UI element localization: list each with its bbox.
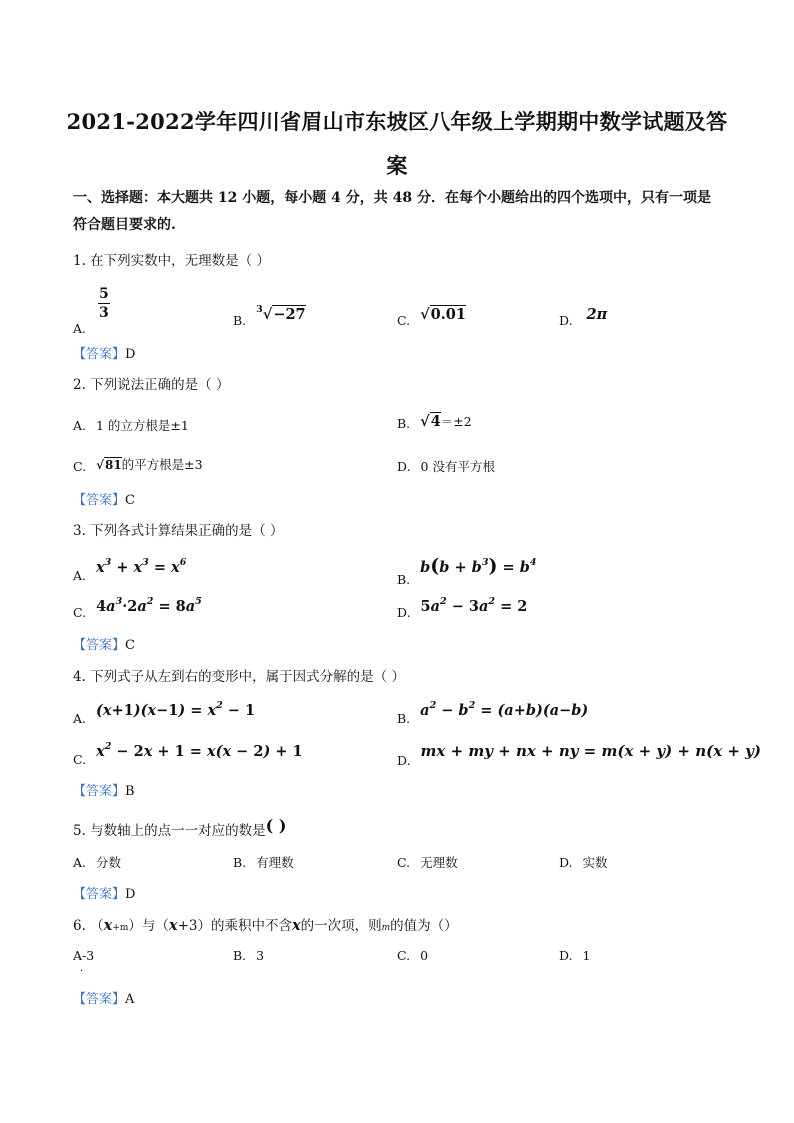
question-3-option-c: C. $4a^3\cdot 2a^2 = 8a^5$ xyxy=(73,596,202,620)
question-5-option-b: B. 有理数 xyxy=(233,855,294,870)
question-4-option-d: D. mx + my + nx + ny = m(x + y) + n(x + y) xyxy=(397,742,761,768)
question-1-option-c: C. √0.01 xyxy=(397,306,466,328)
question-5-option-a: A. 分数 xyxy=(73,855,122,870)
question-3-option-d: D. $5a^2 - 3a^2 = 2$ xyxy=(397,596,528,620)
question-6-option-c: C. 0 xyxy=(397,948,429,963)
fraction: $\frac{5}{3}$ xyxy=(99,286,109,321)
question-4-answer: 【答案】B xyxy=(73,784,135,799)
question-5-option-d: D. 实数 xyxy=(559,855,608,870)
question-1-option-d: D. 2π xyxy=(559,306,608,328)
question-6-option-a: A-3 xyxy=(73,948,95,963)
question-3-option-b: B. $b(b + b^3) = b^4$ xyxy=(397,555,537,587)
question-2-stem: 2. 下列说法正确的是（ ） xyxy=(73,377,230,393)
question-2-answer: 【答案】C xyxy=(73,493,135,508)
question-2-option-a: A. 1 的立方根是±1 xyxy=(73,418,189,433)
question-2-option-d: D. 0 没有平方根 xyxy=(397,459,495,474)
question-3-answer: 【答案】C xyxy=(73,638,135,653)
question-5-option-c: C. 无理数 xyxy=(397,855,458,870)
question-4-option-b: B. $a^2 - b^2 = (a+b)(a-b)$ xyxy=(397,700,589,726)
question-6-stem: 6. （x+m）与（x+3）的乘积中不含x的一次项，则m的值为（） xyxy=(73,917,458,934)
question-2-option-b: B. √4＝±2 xyxy=(397,413,472,431)
question-5-stem: 5. 与数轴上的点一一对应的数是( ) xyxy=(73,816,287,839)
question-4-option-a: A. $(x+1)(x-1) = x^2 - 1$ xyxy=(73,700,256,726)
question-1-option-a: A. $\frac{5}{3}$ xyxy=(73,286,109,336)
question-1-stem: 1. 在下列实数中，无理数是（ ） xyxy=(73,253,270,269)
question-1-answer: 【答案】D xyxy=(73,347,136,362)
question-3-stem: 3. 下列各式计算结果正确的是（ ） xyxy=(73,523,284,539)
question-6-option-d: D. 1 xyxy=(559,948,591,963)
question-5-answer: 【答案】D xyxy=(73,887,136,902)
title-line-1: 2021-2022学年四川省眉山市东坡区八年级上学期期中数学试题及答 xyxy=(66,109,728,134)
question-4-option-c: C. $x^2 - 2x + 1 = x(x - 2) + 1$ xyxy=(73,741,303,767)
title-line-2: 案 xyxy=(386,153,408,178)
question-1-option-b: B. $^3$√−27 xyxy=(233,304,306,328)
dot-mark: · xyxy=(80,966,84,977)
document-title xyxy=(60,100,734,188)
question-4-stem: 4. 下列式子从左到右的变形中，属于因式分解的是（ ） xyxy=(73,669,405,685)
question-3-option-a: A. $x^3 + x^3 = x^6$ xyxy=(73,557,187,583)
question-6-answer: 【答案】A xyxy=(73,992,135,1007)
section-heading: 一、选择题：本大题共 12 小题，每小题 4 分，共 48 分．在每个小题给出的四个选项中，只有一项是符合题目要求的. xyxy=(73,190,711,233)
question-2-option-c: C. √81的平方根是±3 xyxy=(73,457,203,474)
question-6-option-b: B. 3 xyxy=(233,948,265,963)
